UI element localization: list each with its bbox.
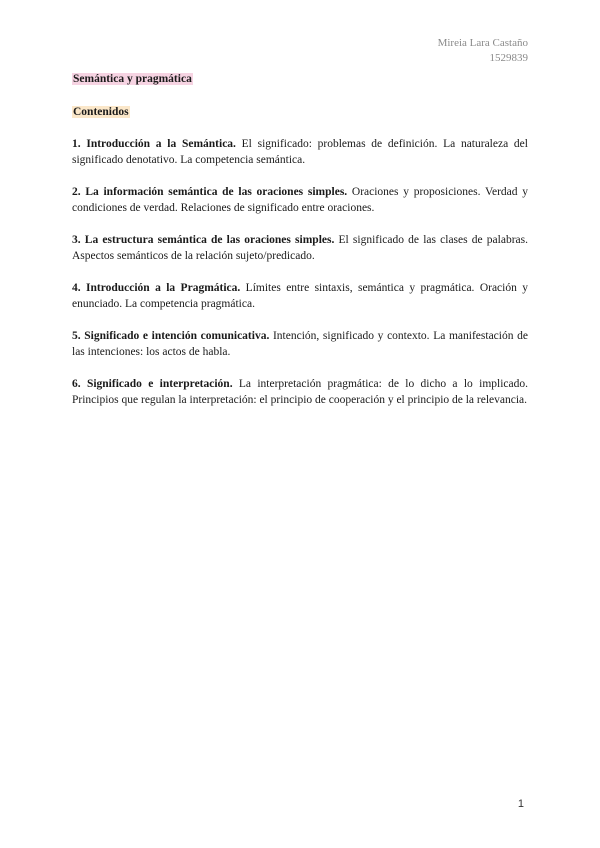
content-item-1 xyxy=(72,136,528,168)
page-number: 1 xyxy=(517,798,524,810)
content-item-body: Límites entre sintaxis, semántica y pragmática. Oración y enunciado. La competencia pragmática. xyxy=(72,282,528,310)
content-item-3 xyxy=(72,232,528,264)
student-id: 1529839 xyxy=(489,52,528,64)
content-item-body: La interpretación pragmática: de lo dicho a lo implicado. Principios que regulan la interpretación: el principio de cooperación y el principio de la relevancia. xyxy=(72,378,528,406)
content-item-5 xyxy=(72,328,528,360)
content-item-4 xyxy=(72,280,528,312)
content-item-heading: 5. Significado e intención comunicativa. xyxy=(72,330,270,342)
content-item-heading: 3. La estructura semántica de las oraciones simples. xyxy=(72,234,335,246)
content-item-heading: 6. Significado e interpretación. xyxy=(72,378,233,390)
content-item-heading: 2. La información semántica de las oraciones simples. xyxy=(72,186,348,198)
page-header xyxy=(438,36,528,66)
author-name: Mireia Lara Castaño xyxy=(437,37,528,49)
document-title xyxy=(72,72,193,87)
content-item-body: Intención, significado y contexto. La manifestación de las intenciones: los actos de habla. xyxy=(72,330,528,358)
content-item-heading: 1. Introducción a la Semántica. xyxy=(72,138,236,150)
content-item-body: El significado de las clases de palabras. Aspectos semánticos de la relación sujeto/predicado. xyxy=(72,234,528,262)
content-item-6 xyxy=(72,376,528,408)
section-subtitle xyxy=(72,105,130,120)
content-item-2 xyxy=(72,184,528,216)
content-item-body: Oraciones y proposiciones. Verdad y condiciones de verdad. Relaciones de significado entre oraciones. xyxy=(72,186,529,214)
document-title-text: Semántica y pragmática xyxy=(73,73,192,85)
content-item-body: El significado: problemas de definición. La naturaleza del significado denotativo. La competencia semántica. xyxy=(72,138,528,166)
section-subtitle-text: Contenidos xyxy=(73,106,129,118)
contents-list xyxy=(72,136,528,424)
content-item-heading: 4. Introducción a la Pragmática. xyxy=(72,282,241,294)
